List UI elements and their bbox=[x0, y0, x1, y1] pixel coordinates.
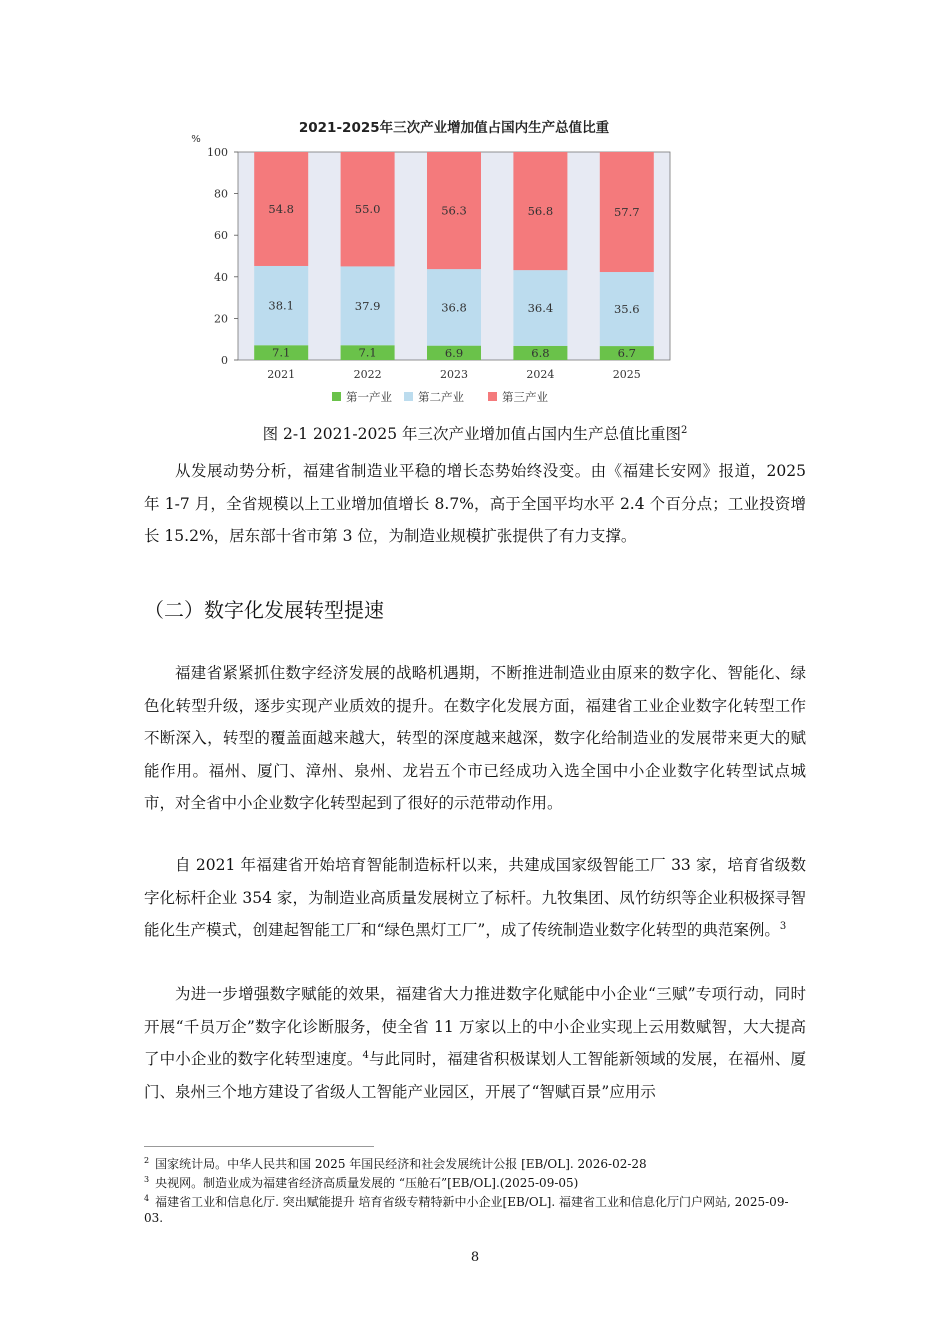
data-label: 6.7 bbox=[617, 346, 636, 361]
footnote-ref-4[interactable]: 4 bbox=[362, 1049, 369, 1061]
y-tick-label: 60 bbox=[214, 229, 228, 243]
y-tick-label: 0 bbox=[221, 354, 228, 367]
data-label: 36.4 bbox=[527, 301, 554, 315]
footnote-item bbox=[144, 1153, 806, 1172]
data-label: 57.7 bbox=[613, 205, 640, 220]
footnote-number: 4 bbox=[144, 1194, 150, 1203]
stacked-bar-chart bbox=[180, 112, 680, 412]
paragraph-growth-trend bbox=[144, 455, 806, 553]
paragraph-smart-manufacturing bbox=[144, 849, 806, 947]
figure-caption-text: 图 2-1 2021-2025 年三次产业增加值占国内生产总值比重图 bbox=[262, 425, 681, 443]
data-label: 6.9 bbox=[444, 345, 464, 360]
legend-label: 第二产业 bbox=[418, 390, 464, 404]
data-label: 56.3 bbox=[441, 203, 467, 218]
data-label: 7.1 bbox=[272, 345, 291, 360]
legend-label: 第三产业 bbox=[502, 390, 548, 404]
footnote-number: 2 bbox=[144, 1156, 150, 1165]
data-label: 36.8 bbox=[441, 300, 467, 315]
footnote-item bbox=[144, 1191, 806, 1226]
section-heading: （二）数字化发展转型提速 bbox=[144, 598, 384, 622]
legend-label: 第一产业 bbox=[346, 390, 392, 404]
footnote-divider bbox=[144, 1146, 374, 1147]
footnote-text: 国家统计局。中华人民共和国 2025 年国民经济和社会发展统计公报 [EB/OL]. 2026-02-28 bbox=[155, 1157, 647, 1171]
paragraph-text: 为进一步增强数字赋能的效果，福建省大力推进数字化赋能中小企业“三赋”专项行动，同时开展“千员万企”数字化诊断服务，使全省 11 万家以上的中小企业实现上云用数赋智，大大提高了中小企业的数字化转型速度。 bbox=[144, 985, 806, 1068]
x-tick-label: 2022 bbox=[353, 368, 382, 381]
paragraph-digital-empowerment bbox=[144, 978, 806, 1108]
paragraph-text: 自 2021 年福建省开始培育智能制造标杆以来，共建成国家级智能工厂 33 家，培育省级数字化标杆企业 354 家，为制造业高质量发展树立了标杆。九牧集团、凤竹纺织等企业积极探寻智能化生产模式，创建起智能工厂和“绿色黑灯工厂”，成了传统制造业数字化转型的典范案例。 bbox=[144, 856, 806, 939]
page-number: 8 bbox=[470, 1250, 480, 1265]
footnote-text: 央视网。制造业成为福建省经济高质量发展的 “压舱石”[EB/OL].(2025-09-05) bbox=[155, 1176, 579, 1190]
footnote-number: 3 bbox=[144, 1175, 150, 1184]
footnote-ref-3[interactable]: 3 bbox=[779, 920, 787, 932]
figure-caption-footnote-ref[interactable]: 2 bbox=[681, 424, 688, 436]
paragraph-text: 福建省紧紧抓住数字经济发展的战略机遇期，不断推进制造业由原来的数字化、智能化、绿色化转型升级，逐步实现产业质效的提升。在数字化发展方面，福建省工业企业数字化转型工作不断深入，转型的覆盖面越来越大，转型的深度越来越深，数字化给制造业的发展带来更大的赋能作用。福州、厦门、漳州、泉州、龙岩五个市已经成功入选全国中小企业数字化转型试点城市，对全省中小企业数字化转型起到了很好的示范带动作用。 bbox=[144, 664, 806, 812]
paragraph-text-continued: 与此同时，福建省积极谋划人工智能新领域的发展，在福州、厦门、泉州三个地方建设了省级人工智能产业园区，开展了“智赋百景”应用示 bbox=[144, 1050, 806, 1101]
y-tick-label: 20 bbox=[214, 312, 228, 326]
footnote-text: 福建省工业和信息化厅. 突出赋能提升 培育省级专精特新中小企业[EB/OL]. 福建省工业和信息化厅门户网站, 2025-09-03. bbox=[144, 1195, 789, 1225]
data-label: 56.8 bbox=[527, 204, 554, 219]
data-label: 54.8 bbox=[268, 201, 295, 216]
data-label: 55.0 bbox=[354, 202, 381, 217]
chart-title: 2021-2025年三次产业增加值占国内生产总值比重 bbox=[298, 120, 610, 136]
y-tick-label: 80 bbox=[214, 187, 228, 201]
paragraph-digital-transformation bbox=[144, 657, 806, 820]
footnotes bbox=[144, 1153, 806, 1226]
data-label: 37.9 bbox=[354, 298, 381, 313]
figure-chart bbox=[180, 112, 680, 412]
legend-swatch bbox=[404, 392, 413, 401]
data-label: 7.1 bbox=[358, 345, 377, 360]
x-tick-label: 2024 bbox=[526, 368, 555, 381]
footnote-item bbox=[144, 1172, 806, 1191]
paragraph-text: 从发展动势分析，福建省制造业平稳的增长态势始终没变。由《福建长安网》报道，2025 年 1-7 月，全省规模以上工业增加值增长 8.7%，高于全国平均水平 2.4 个百分点；工业投资增长 15.2%，居东部十省市第 3 位，为制造业规模扩张提供了有力支撑。 bbox=[144, 462, 806, 545]
figure-caption bbox=[0, 422, 950, 444]
x-tick-label: 2021 bbox=[267, 368, 296, 381]
y-tick-label: 100 bbox=[207, 146, 228, 159]
y-tick-label: 40 bbox=[214, 270, 228, 284]
legend-swatch bbox=[488, 392, 497, 401]
data-label: 6.8 bbox=[531, 345, 550, 360]
data-label: 38.1 bbox=[268, 298, 295, 313]
x-tick-label: 2023 bbox=[440, 368, 468, 381]
y-axis-unit: % bbox=[191, 134, 201, 145]
x-tick-label: 2025 bbox=[612, 368, 641, 381]
legend-swatch bbox=[332, 392, 341, 401]
data-label: 35.6 bbox=[613, 302, 640, 317]
